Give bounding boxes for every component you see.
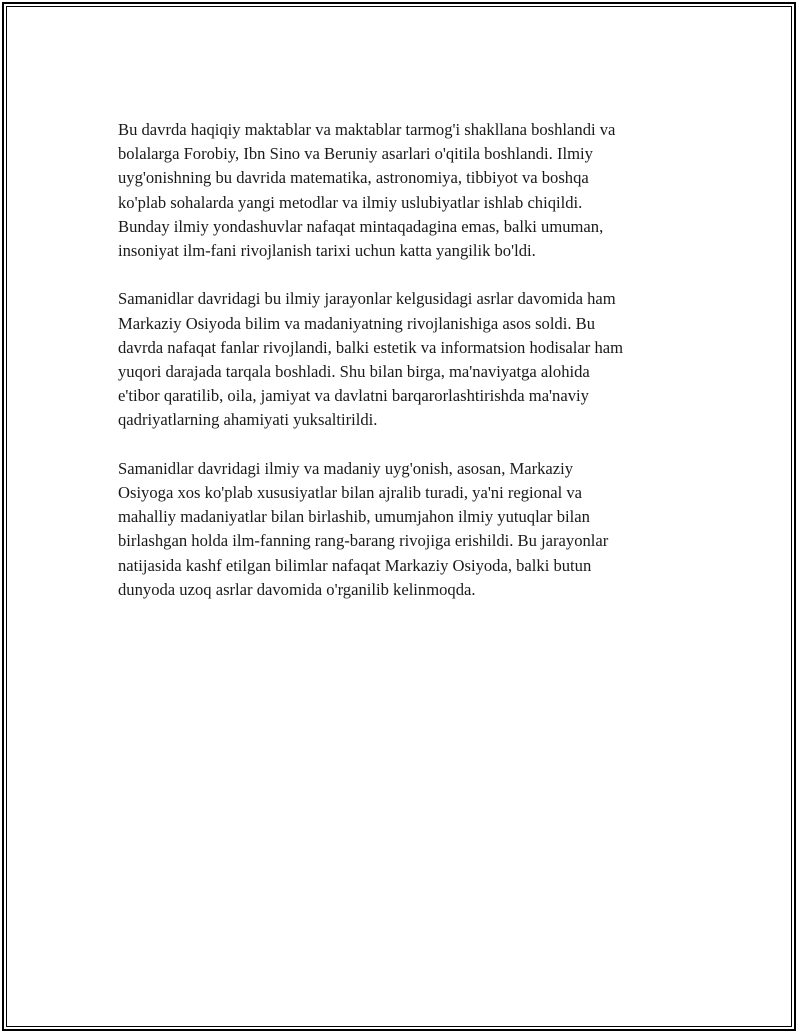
paragraph-1: Bu davrda haqiqiy maktablar va maktablar tarmog'i shakllana boshlandi va bolalarga Forobiy, Ibn Sino va Beruniy asarlari o'qitila boshlandi. Ilmiy uyg'onishning bu davrida matematika, astronomiya, tibbiyot va boshqa ko'plab sohalarda yangi metodlar va ilmiy uslubiyatlar ishlab chiqildi. Bunday ilmiy yondashuvlar nafaqat mintaqadagina emas, balki umuman, insoniyat ilm-fani rivojlanish tarixi uchun katta yangilik bo'ldi. [118,120,616,261]
paragraph-2: Samanidlar davridagi bu ilmiy jarayonlar kelgusidagi asrlar davomida ham Markaziy Osiyoda bilim va madaniyatning rivojlanishiga asos soldi. Bu davrda nafaqat fanlar rivojlandi, balki estetik va informatsion hodisalar ham yuqori darajada tarqala boshladi. Shu bilan birga, ma'naviyatga alohida e'tibor qaratilib, oila, jamiyat va davlatni barqarorlashtirishda ma'naviy qadriyatlarning ahamiyati yuksaltirildi. [118,289,624,430]
paragraph-3: Samanidlar davridagi ilmiy va madaniy uyg'onish, asosan, Markaziy Osiyoga xos ko'plab xususiyatlar bilan ajralib turadi, ya'ni regional va mahalliy madaniyatlar bilan birlashib, umumjahon ilmiy yutuqlar bilan birlashgan holda ilm-fanning rang-barang rivojiga erishildi. Bu jarayonlar natijasida kashf etilgan bilimlar nafaqat Markaziy Osiyoda, balki butun dunyoda uzoq asrlar davomida o'rganilib kelinmoqda. [118,458,609,599]
document-body [118,118,688,626]
